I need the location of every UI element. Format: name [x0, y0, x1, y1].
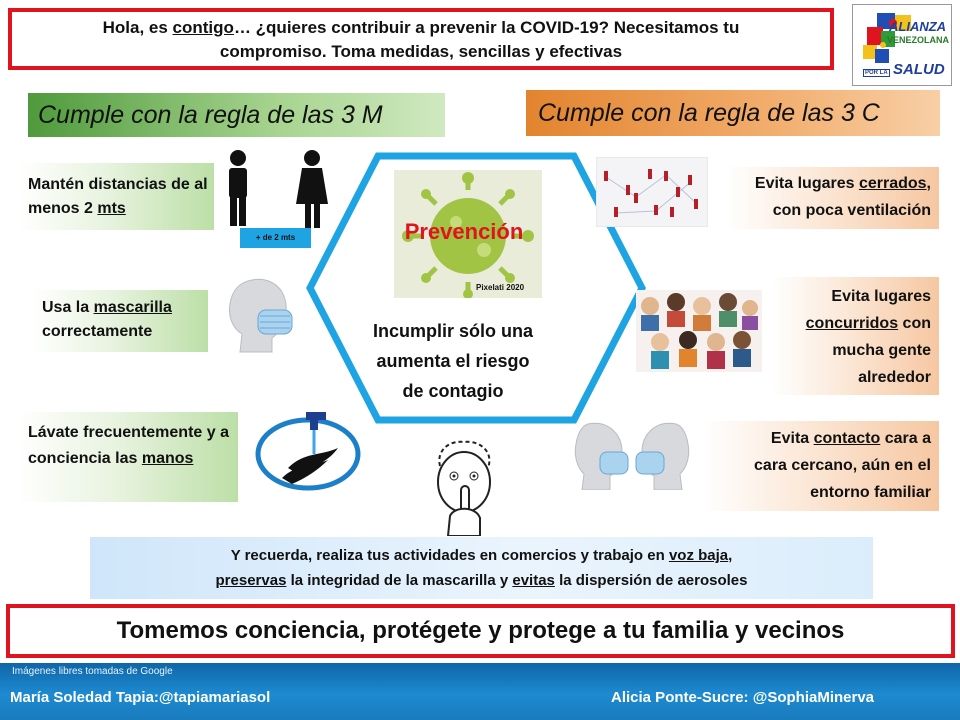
risk-message: [352, 316, 554, 406]
crowded-places-card: [772, 277, 939, 395]
image-credit: Pixelati 2020: [476, 283, 525, 292]
reminder-underlined-2: preservas: [215, 572, 287, 589]
contact-line-1: [702, 425, 931, 452]
reminder-underlined-3: evitas: [512, 572, 555, 589]
hands-underlined: manos: [141, 450, 194, 467]
low-voice-reminder: [90, 537, 873, 599]
logo-line-2: VENEZOLANA: [887, 35, 950, 45]
crowd-icon: [636, 290, 762, 372]
intro-underlined: contigo: [172, 18, 234, 37]
crowded-text-2: con: [898, 315, 931, 332]
contact-underlined: contacto: [813, 430, 881, 447]
closed-line-1: [725, 170, 931, 197]
crowded-line-4: alrededor: [858, 369, 931, 386]
image-source-credit: Imágenes libres tomadas de Google: [12, 666, 173, 677]
crowded-line-2: [772, 310, 931, 337]
slogan-box: Tomemos conciencia, protégete y protege a tu familia y vecinos: [6, 604, 955, 658]
closed-places-card: [725, 167, 939, 229]
author-left: María Soledad Tapia:@tapiamariasol: [10, 689, 271, 706]
distance-tag: + de 2 mts: [240, 228, 311, 248]
masked-face-icon: [222, 272, 302, 354]
logo-line-1: ALIANZA: [889, 19, 947, 34]
contact-text: Evita: [770, 430, 814, 447]
contact-text-2: cara a: [880, 430, 931, 447]
alianza-logo: [852, 4, 952, 86]
logo-line-3: SALUD: [893, 61, 945, 78]
reminder-line-1: [90, 543, 873, 568]
logo-small: POR LA: [865, 70, 888, 76]
reminder-text-4: la dispersión de aerosoles: [554, 572, 748, 589]
reminder-text-1: Y recuerda, realiza tus actividades en comercios y trabajo en: [230, 547, 669, 564]
distance-card: [18, 163, 214, 230]
mask-text: Usa la: [42, 299, 94, 316]
author-right: Alicia Ponte-Sucre: @SophiaMinerva: [611, 689, 875, 706]
close-contact-card: [702, 421, 939, 511]
silence-face-icon: [426, 436, 502, 536]
reminder-text-3: la integridad de la mascarilla y: [286, 572, 513, 589]
reminder-line-2: [90, 568, 873, 593]
risk-line-3: de contagio: [402, 381, 504, 401]
intro-text: Hola, es: [102, 18, 173, 37]
mask-underlined: mascarilla: [93, 299, 172, 316]
closed-underlined: cerrados: [858, 175, 927, 192]
risk-line-1: Incumplir sólo una: [372, 321, 533, 341]
distance-underlined: mts: [97, 200, 126, 217]
closed-text-2: ,: [926, 175, 931, 192]
rule-3c-title: Cumple con la regla de las 3 C: [526, 90, 940, 136]
intro-line-1: [12, 16, 830, 40]
prevention-title: Prevención: [404, 219, 524, 244]
mask-text-2: correctamente: [42, 323, 153, 340]
contact-line-2: cara cercano, aún en el: [754, 457, 931, 474]
distance-text: Mantén distancias de al menos 2: [28, 176, 208, 217]
rule-3m-title: Cumple con la regla de las 3 M: [28, 93, 445, 137]
network-crowd-icon: [596, 157, 708, 227]
crowded-underlined: concurridos: [805, 315, 899, 332]
hands-text: Lávate frecuentemente y a conciencia las: [28, 424, 229, 467]
mask-card: [32, 290, 208, 352]
two-masked-faces-icon: [574, 418, 690, 490]
reminder-underlined-1: voz baja: [668, 547, 729, 564]
crowded-line-3: mucha gente: [832, 342, 931, 359]
crowded-line-1: Evita lugares: [831, 288, 931, 305]
contact-line-3: entorno familiar: [810, 484, 931, 501]
closed-text: Evita lugares: [754, 175, 859, 192]
risk-line-2: aumenta el riesgo: [376, 351, 530, 371]
hands-card: [18, 412, 238, 502]
intro-line-2: compromiso. Toma medidas, sencillas y efectivas: [219, 42, 623, 61]
reminder-text-2: ,: [728, 547, 733, 564]
closed-line-2: con poca ventilación: [772, 202, 931, 219]
intro-box: [8, 8, 834, 70]
intro-text-2: … ¿quieres contribuir a prevenir la COVID-19? Necesitamos tu: [233, 18, 740, 37]
